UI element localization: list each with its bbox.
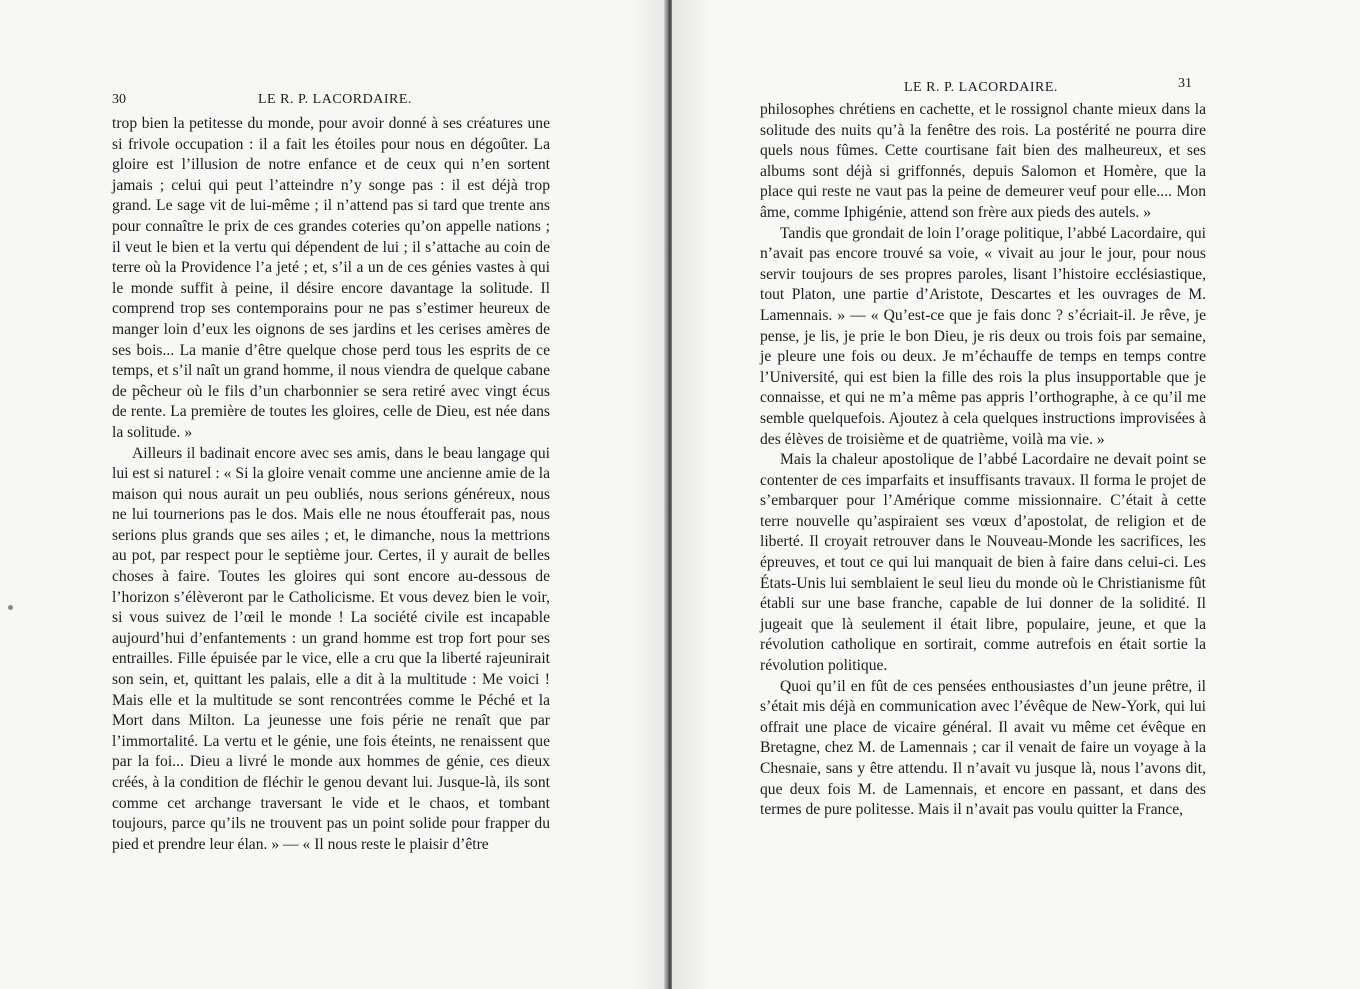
- right-paragraph-1: philosophes chrétiens en cachette, et le rossignol chante mieux dans la solitude des nuits qu’à la fenêtre des rois. La postérité ne pourra dire quels nous fûmes. Cette courtisane fait bien des malheureux, et ses albums sont déjà si griffonnés, depuis Salomon et Homère, que la place qui reste ne vaut pas la peine de demeurer veuf pour elle.... Mon âme, comme Iphigénie, attend son frère aux pieds des autels. »: [760, 101, 1206, 221]
- right-running-head: LE R. P. LACORDAIRE.: [904, 80, 1058, 95]
- gutter-shadow-right: [672, 0, 712, 989]
- right-text-block: [760, 100, 1206, 821]
- paper-speck: [8, 605, 13, 610]
- right-page: [672, 0, 1360, 989]
- left-paragraph-1: trop bien la petitesse du monde, pour avoir donné à ses créatures une si frivole occupation : il a fait les étoiles pour nous en dégoûter. La gloire est l’illusion de notre enfance et de ceux qui n’en sortent jamais ; celui qui peut l’atteindre n’y songe pas : il est déjà trop grand. Le sage vit de lui-même ; il n’attend pas si tard que trente ans pour connaître le prix de ces grandes coteries qu’on appelle nations ; il veut le bien et la vertu qui dépendent de lui ; il s’attache au coin de terre où la Providence l’a jeté ; et, s’il a un de ces génies vastes à qui le monde suffit à peine, il désire encore davantage la solitude. Il comprend trop ses contemporains pour ne pas s’estimer heureux de manger loin d’eux les oignons de ses jardins et les cerises amères de ses bois... La manie d’être quelque chose perd tous les esprits de ce temps, et s’il naît un grand homme, il nous viendra de quelque cabane de pêcheur où le fils d’un charbonnier se sera retiré avec vingt écus de rente. La première de toutes les gloires, celle de Dieu, est née dans la solitude. »: [112, 115, 550, 441]
- right-page-number: 31: [1178, 76, 1192, 91]
- left-paragraph-2: Ailleurs il badinait encore avec ses amis, dans le beau langage qui lui est si naturel : « Si la gloire venait comme une ancienne amie de la maison qui nous aurait un peu oubliés, nous serions généreux, nous ne lui tournerions pas le dos. Mais elle ne nous étoufferait pas, nous serions plus grands que ses ailes ; et, le dimanche, nous la mettrions au pot, par respect pour le septième jour. Certes, il y aurait de belles choses à faire. Toutes les gloires qui sont encore au-dessous de l’horizon s’élèveront par le Catholicisme. Et vous devez bien le voir, si vous suivez de l’œil le monde ! La société civile est incapable aujourd’hui d’enfantements : un grand homme est trop fort pour ses entrailles. Fille épuisée par le vice, elle a cru que la liberté rajeunirait son sein, et, quittant les palais, elle a dit à la multitude : Me voici ! Mais elle et la multitude se sont rencontrées comme le Péché et la Mort dans Milton. La jeunesse une fois périe ne renaît que par l’immortalité. La vertu et le génie, une fois éteints, ne renaissent que par la foi... Dieu a livré le monde aux hommes de génie, ces dieux créés, à la condition de fléchir le genou devant lui. Jusque-là, ils sont comme cet archange traversant le vide et le chaos, et tombant toujours, parce qu’ils ne trouvent pas un point solide pour frapper du pied et prendre leur élan. » — « Il nous reste le plaisir d’être: [112, 444, 550, 853]
- right-paragraph-2: Tandis que grondait de loin l’orage politique, l’abbé Lacordaire, qui n’avait pas encore trouvé sa voie, « vivait au jour le jour, pour nous servir toujours de ses propres paroles, lisant l’histoire ecclésiastique, tout Platon, une partie d’Aristote, Descartes et les ouvrages de M. Lamennais. » — « Qu’est-ce que je fais donc ? s’écriait-il. Je rêve, je pense, je lis, je prie le bon Dieu, je ris deux ou trois fois par semaine, je pleure une fois ou deux. Je m’échauffe de temps en temps contre l’Université, qui est bien la fille des rois la plus insupportable que je connaisse, et qui ne m’a même pas appris l’orthographe, à ce qu’il me semble quelquefois. Ajoutez à cela quelques instructions improvisées à des élèves de troisième et de quatrième, voilà ma vie. »: [760, 224, 1206, 448]
- left-text-block: [112, 114, 550, 855]
- right-paragraph-3: Mais la chaleur apostolique de l’abbé Lacordaire ne devait point se contenter de ces imparfaits et insuffisants travaux. Il forma le projet de s’embarquer pour l’Amérique comme missionnaire. C’était à cette terre nouvelle qu’aspiraient ses vœux d’apostolat, de religion et de liberté. Il croyait retrouver dans le Nouveau-Monde les sacrifices, les épreuves, et tout ce qui lui manquait de bien à faire dans celui-ci. Les États-Unis lui semblaient le seul lieu du monde où le Christianisme fût établi sur une base franche, capable de lui donner de la solidité. Il jugeait que là seulement il était libre, populaire, jeune, et que la révolution catholique en sortirait, comme autrefois en était sortie la révolution politique.: [760, 451, 1206, 675]
- left-page: [0, 0, 672, 989]
- right-paragraph-4: Quoi qu’il en fût de ces pensées enthousiastes d’un jeune prêtre, il s’était mis déjà en communication avec l’évêque de New-York, qui lui offrait une place de vicaire général. Il avait vu même cet évêque en Bretagne, chez M. de Lamennais ; car il venait de faire un voyage à la Chesnaie, sans y être attendu. Il n’avait vu jusque là, nous l’avons dit, que deux fois M. de Lamennais, et encore en passant, et dans des termes de pure politesse. Mais il n’avait pas voulu quitter la France,: [760, 677, 1206, 819]
- left-running-head: LE R. P. LACORDAIRE.: [258, 92, 412, 107]
- left-page-number: 30: [112, 92, 126, 107]
